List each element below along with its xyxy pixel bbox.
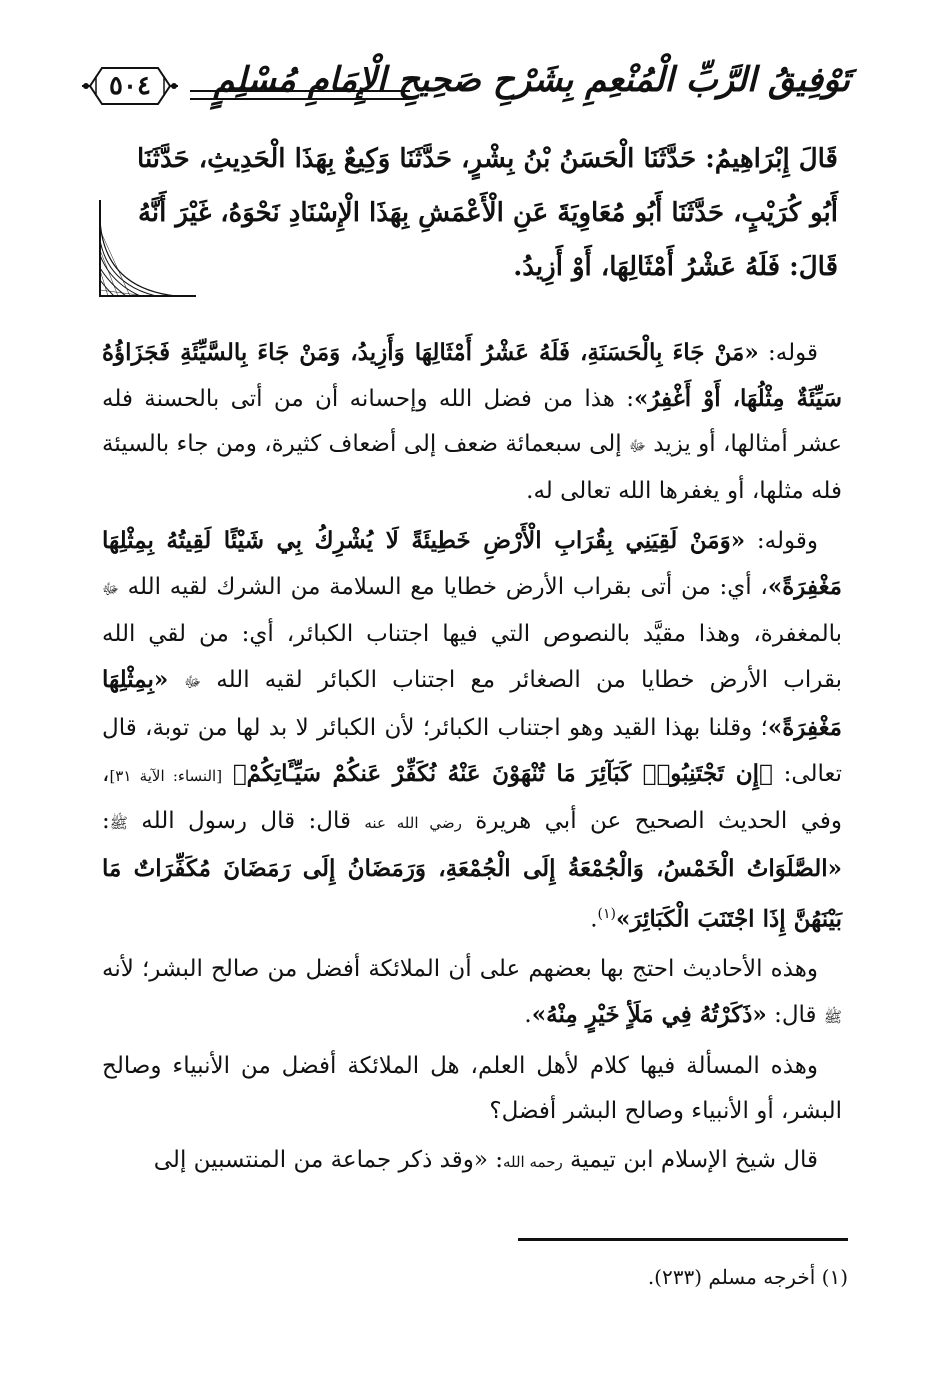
- footnote-marker[interactable]: (١): [597, 906, 616, 922]
- page-number: ٥٠٤: [109, 71, 151, 101]
- hadith-quote: «ذَكَرْتُهُ فِي مَلَأٍ خَيْرٍ مِنْهُ»: [531, 1000, 767, 1028]
- book-title: تَوْفِيقُ الرَّبِّ الْمُنْعِمِ بِشَرْحِ صَحِيحِ الْإِمَامِ مُسْلِمٍ: [213, 60, 850, 100]
- paragraph: [102, 947, 842, 1040]
- honorific: ﷻ: [628, 437, 646, 455]
- page-number-frame: [80, 62, 180, 110]
- paragraph-text: : هذا من فضل الله وإحسانه أن من أتى بالحسنة فله عشر أمثالها، أو يزيد: [102, 386, 842, 457]
- hadith-line: قَالَ إِبْرَاهِيمُ: حَدَّثَنَا الْحَسَنُ بْنُ بِشْرٍ، حَدَّثَنَا وَكِيعٌ بِهَذَا الْحَدِيثِ، حَدَّثَنَا: [137, 144, 838, 174]
- footnote-separator: [518, 1238, 848, 1241]
- paragraph-text: قال:: [766, 1001, 824, 1028]
- paragraph: [102, 1044, 842, 1134]
- paragraph-text: .: [524, 1001, 532, 1028]
- paragraph-text: بالمغفرة، وهذا مقيَّد بالنصوص التي فيها اجتناب الكبائر، أي: من لقي الله بقراب الأرض خطايا من الصغائر مع اجتناب الكبائر لقيه الله: [102, 621, 843, 693]
- page-header: [80, 58, 850, 118]
- hadith-quote: «الصَّلَوَاتُ الْخَمْسُ، وَالْجُمْعَةُ إِلَى الْجُمْعَةِ، وَرَمَضَانُ إِلَى رَمَضَانَ مُكَفِّرَاتٌ مَا بَيْنَهُنَّ إِذَا اجْتَنَبَ الْكَبَائِرَ»: [102, 855, 842, 933]
- paragraph-text: قال: قال رسول الله: [127, 808, 365, 834]
- honorific: ﷻ: [184, 673, 202, 691]
- hadith-line: قَالَ: فَلَهُ عَشْرُ أَمْثَالِهَا، أَوْ أَزِيدُ.: [513, 252, 838, 282]
- paragraph: [102, 330, 842, 514]
- honorific: ﷺ: [823, 1007, 842, 1026]
- quran-verse: ﴿إِن تَجْتَنِبُوا۟ كَبَآئِرَ مَا تُنْهَوْنَ عَنْهُ نُكَفِّرْ عَنكُمْ سَيِّـَٔاتِكُمْ﴾: [232, 760, 773, 787]
- paragraph-text: وهذه المسألة فيها كلام لأهل العلم، هل الملائكة أفضل من الأنبياء وصالح البشر، أو الأنبياء وصالح البشر أفضل؟: [102, 1052, 842, 1124]
- paragraph-text: .: [590, 906, 598, 933]
- lead-text: قوله:: [758, 340, 818, 366]
- lead-text: وقوله:: [745, 528, 818, 554]
- honorific: ﷺ: [109, 814, 128, 832]
- paragraph-text: وهذه الأحاديث احتج بها بعضهم على أن الملائكة أفضل من صالح البشر؛ لأنه: [102, 955, 818, 982]
- header-rule: [190, 90, 410, 100]
- footnote: (١) أخرجه مسلم (٢٣٣).: [647, 1265, 848, 1289]
- paragraph-text: ، أي: من أتى بقراب الأرض خطايا مع السلامة من الشرك لقيه الله: [118, 574, 768, 600]
- paragraph-text: قال شيخ الإسلام ابن تيمية: [562, 1146, 818, 1173]
- hadith-block: [126, 132, 838, 294]
- paragraph-text: : «وقد ذكر جماعة من المنتسبين إلى: [153, 1146, 503, 1173]
- paragraph: [102, 1138, 842, 1185]
- hadith-quote: «وَمَنْ لَقِيَنِي بِقُرَابِ الْأَرْضِ خَطِيئَةً لَا يُشْرِكُ بِي شَيْئًا لَقِيتُهُ بِمِثْلِهَا مَغْفِرَةً»: [102, 527, 842, 600]
- paragraph-text: إلى سبعمائة ضعف إلى أضعاف كثيرة، ومن جاء بالسيئة فله مثلها، أو يغفرها الله تعالى له.: [102, 431, 842, 504]
- paragraph-text: :: [102, 808, 110, 834]
- verse-reference: [النساء: الآية ٣١]: [109, 767, 223, 785]
- corner-ornament-icon: [96, 200, 196, 300]
- honorific: ﷻ: [102, 580, 119, 598]
- hadith-quote: «بِمِثْلِهَا مَغْفِرَةً»: [102, 666, 842, 741]
- paragraph-text: ؛ وقلنا بهذا القيد وهو اجتناب الكبائر؛ لأن الكبائر لا بد لها من توبة، قال تعالى:: [102, 715, 843, 787]
- commentary-body: [102, 330, 842, 1185]
- hadith-line: أَبُو كُرَيْبٍ، حَدَّثَنَا أَبُو مُعَاوِيَةَ عَنِ الْأَعْمَشِ بِهَذَا الْإِسْنَادِ نَحْوَهُ، غَيْرَ أَنَّهُ: [137, 198, 838, 228]
- honorific: رحمه الله: [502, 1152, 563, 1171]
- paragraph-text: ، وفي الحديث الصحيح عن أبي هريرة: [102, 761, 842, 834]
- paragraph: [102, 518, 842, 943]
- honorific: رضي الله عنه: [364, 814, 462, 832]
- hadith-quote: «مَنْ جَاءَ بِالْحَسَنَةِ، فَلَهُ عَشْرُ أَمْثَالِهَا وَأَزِيدُ، وَمَنْ جَاءَ بِالسَّيِّئَةِ فَجَزَاؤُهُ سَيِّئَةٌ مِثْلُهَا، أَوْ أَغْفِرُ»: [102, 339, 842, 412]
